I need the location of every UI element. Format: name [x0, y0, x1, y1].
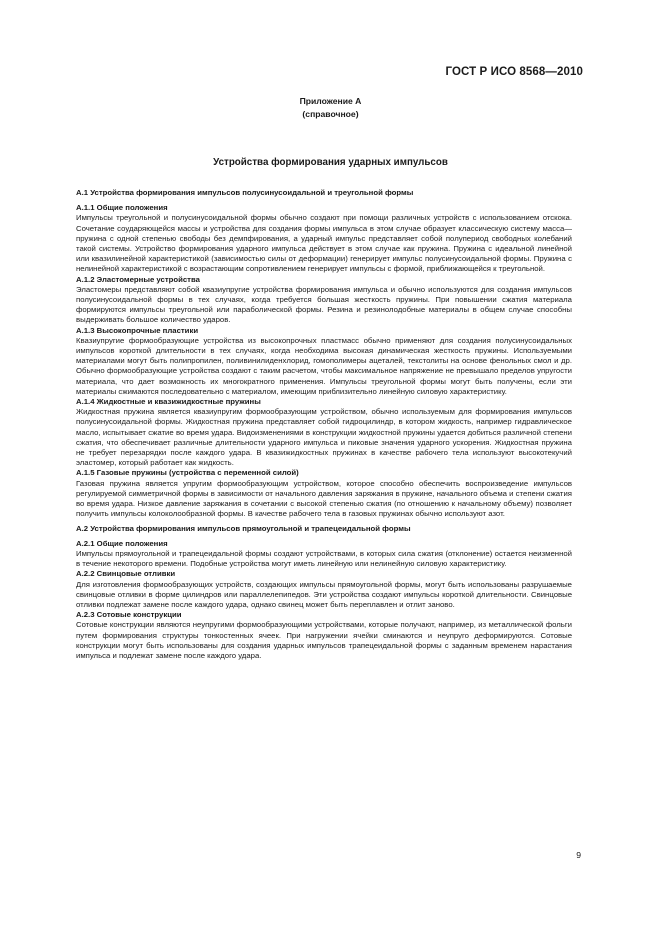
- section-a23-text: Сотовые конструкции являются неупругими формообразующими устройствами, которые получают, например, из металлической фольги путем формирования структуры тонкостенных ячеек. При нагружении ячейки сминаются и неупруго деформируются. Сотовые конструкции могут быть использованы для создания ударных импульсов трапецеидальной формы с заданным временем нарастания импульса и подлежат замене после каждого удара.: [76, 620, 572, 660]
- appendix-header: [0, 95, 661, 121]
- page-title: Устройства формирования ударных импульсов: [213, 157, 448, 168]
- appendix-type: (справочное): [302, 109, 359, 119]
- document-code: ГОСТ Р ИСО 8568—2010: [445, 66, 583, 78]
- section-a13-heading: А.1.3 Высокопрочные пластики: [76, 325, 199, 335]
- section-a15-heading: А.1.5 Газовые пружины (устройства с переменной силой): [76, 468, 299, 478]
- section-a22-heading: А.2.2 Свинцовые отливки: [76, 569, 176, 579]
- section-a14-text: Жидкостная пружина является квазиупругим формообразующим устройством, обычно используемым для формирования импульсов полусинусоидальной формы. Жидкостная пружина представляет собой гидроцилиндр, в котором жидкость, например гидравлическое масло, испытывает сжатие во время удара. Видоизменениями в конструкции жидкостной пружины удается добиться различной степени сжатия, что обеспечивает различные длительности ударного импульса и пиковые значения ударного ускорения. Жидкостная пружина не требует перезарядки после каждого удара. В квазижидкостных пружинах в качестве рабочего тела используют высокотекучий эластомер, который работает как жидкость.: [76, 407, 572, 468]
- section-a13-text: Квазиупругие формообразующие устройства из высокопрочных пластмасс обычно применяют для создания полусинусоидальных импульсов короткой длительности в тех случаях, когда необходима высокая динамическая жесткость пружины. Используемыми материалами могут быть полипропилен, поливинилиденхлорид, гомополимеры ацеталей, текстолиты на основе фенольных смол и др. Обычно формообразующие устройства создают с таким расчетом, чтобы максимальное напряжение не превышало пределов упругости материала, что дает возможность их многократного применения. Импульсы треугольной формы могут быть получены, если эти материалы сжимаются последовательно с материалом, имеющим приблизительно линейную силовую характеристику.: [76, 335, 572, 396]
- section-a11-heading: А.1.1 Общие положения: [76, 203, 168, 213]
- section-a15-text: Газовая пружина является упругим формообразующим устройством, которое способно обеспечить воспроизведение импульсов регулируемой симметричной формы в зависимости от начального давления заряжания в пружине, начального объема и степени сжатия во время удара. Низкое давление заряжания в сочетании с высокой степенью сжатия (по отношению к начальному объему) позволяет получить импульсы колоколообразной формы. В качестве рабочего тела в газовых пружинах обычно используют азот.: [76, 478, 572, 519]
- section-a14-heading: А.1.4 Жидкостные и квазижидкостные пружины: [76, 397, 261, 407]
- appendix-label: Приложение А: [299, 96, 362, 106]
- section-a21-text: Импульсы прямоугольной и трапецеидальной формы создают устройствами, в которых сила сжатия (отклонение) остается неизменной в течение некоторого времени. Подобные устройства могут иметь линейную или нелинейную силовую характеристику.: [76, 548, 572, 569]
- page-number: 9: [576, 850, 581, 860]
- section-a12-text: Эластомеры представляют собой квазиупругие устройства формирования импульса и обычно используются для создания импульсов полусинусоидальной формы в тех случаях, когда требуется большая жесткость пружины. При повышении сжатия материала формируются импульсы треугольной или параболической формы. Резина и резинолодобные материалы в общем случае способны выдерживать большое количество ударов.: [76, 284, 572, 325]
- section-a12-heading: А.1.2 Эластомерные устройства: [76, 274, 200, 284]
- section-a22-text: Для изготовления формообразующих устройств, создающих импульсы прямоугольной формы, могут быть использованы разрушаемые свинцовые отливки в форме цилиндров или параллелепипедов. Эти устройства создают импульсы короткой длительности. Свинцовые отливки подлежат замене после каждого удара, однако свинец может быть переплавлен и отлит заново.: [76, 579, 572, 609]
- section-a21-heading: А.2.1 Общие положения: [76, 538, 168, 548]
- document-body: [76, 188, 572, 661]
- section-a1-heading: А.1 Устройства формирования импульсов полусинусоидальной и треугольной формы: [76, 188, 414, 197]
- section-a2-heading: А.2 Устройства формирования импульсов прямоугольной и трапецеидальной формы: [76, 523, 411, 533]
- section-a11-text: Импульсы треугольной и полусинусоидальной формы обычно создают при помощи различных устройств с использованием отскока. Сочетание соударяющейся массы и устройства для создания формы импульса в этом случае образует классическую систему масса—пружина с одной степенью свободы без демпфирования, а ударный импульс представляет собой полупериод свободных колебаний такой системы. Устройство формирования ударного импульса действует в этом случае как пружина. Пружина с идеальной линейной или квазилинейной характеристикой (зависимостью силы от деформации) генерирует импульс полусинусоидальной формы. Пружина с нелинейной характеристикой с возрастающим сопротивлением генерирует импульсы с формой, приближающейся к треугольной.: [76, 213, 572, 274]
- section-a23-heading: А.2.3 Сотовые конструкции: [76, 610, 182, 620]
